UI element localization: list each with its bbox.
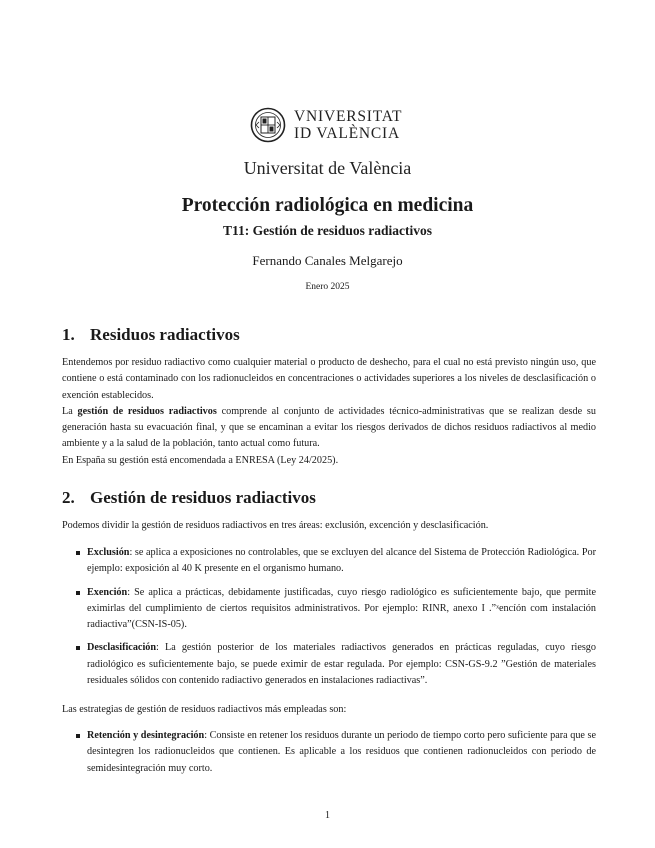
university-logo [250, 104, 410, 146]
author-name: Fernando Canales Melgarejo [252, 253, 403, 268]
logo-line-1: VNIVERSITAT [294, 108, 403, 125]
strategies-list [62, 728, 596, 784]
list-item: Retención y desintegración: Consiste en retener los residuos durante un periodo de tiempo corto pero suficiente para que se desintegren los radionucleidos que contienen. Es aplicable a los residuos que contienen radionucleidos con periodo de semidesintegración muy corto. [62, 728, 596, 777]
section-2-heading [62, 488, 316, 508]
document-subtitle: T11: Gestión de residuos radiactivos [222, 223, 432, 238]
section-1-title: Residuos radiactivos [90, 325, 240, 344]
areas-list [62, 545, 596, 696]
strategies-intro: Las estrategias de gestión de residuos radiactivos más empleadas son: [62, 704, 347, 715]
section-1-paragraph-3: En España su gestión está encomendada a ENRESA (Ley 24/2025). [62, 454, 339, 466]
list-item: Exención: Se aplica a prácticas, debidamente justificadas, cuyo riesgo radiológico es suficientemente bajo, que permite eximirlas del cumplimiento de ciertos requisitos administrativos. Por ejemplo: RINR, anexo I .”ˣencíón com instalación radiactiva”(CSN-IS-05). [62, 585, 596, 634]
page-number: 1 [325, 810, 330, 821]
university-seal-icon [250, 107, 286, 143]
bullet-icon [76, 646, 80, 650]
university-name: Universitat de València [243, 158, 412, 178]
document-title: Protección radiológica en medicina [181, 195, 474, 216]
bullet-icon [76, 734, 80, 738]
section-1-body [62, 355, 596, 469]
logo-wordmark [294, 108, 402, 142]
bullet-icon [76, 551, 80, 555]
section-2-title: Gestión de residuos radiactivos [90, 488, 316, 507]
list-item: Desclasificación: La gestión posterior de los materiales radiactivos generados en prácticas reguladas, cuyo riesgo radiológico es suficientemente bajo, se puede eximir de estar regulada. Por ejemplo: CSN-GS-9.2 ”Gestión de materiales residuales sólidos con contenido radiactivo generados en instalaciones radiactivas”. [62, 640, 596, 689]
section-2-number: 2. [62, 488, 75, 507]
logo-line-2: ID VALÈNCIA [294, 125, 400, 142]
section-1-number: 1. [62, 325, 75, 344]
section-1-paragraph-1: Entendemos por residuo radiactivo como cualquier material o producto de deshecho, para el cual no está previsto ningún uso, que contiene o está contaminado con los radionucleidos en concentraciones o actividades superiores a los niveles de desclasificación o exención establecidos. [62, 357, 596, 401]
section-1-paragraph-2: La gestión de residuos radiactivos comprende al conjunto de actividades técnico-administrativas que se realizan desde su generación hasta su evacuación final, y que se encaminan a evitar los riesgos derivados de dichos residuos radiactivos al medio ambiente y a la salud de la población, tanto actual como futura. [62, 405, 596, 450]
list-item: Exclusión: se aplica a exposiciones no controlables, que se excluyen del alcance del Sistema de Protección Radiológica. Por ejemplo: exposición al 40 K presente en el organismo humano. [62, 545, 596, 578]
section-1-heading [62, 325, 240, 345]
document-date: Enero 2025 [305, 282, 350, 292]
gestion-bold-term: gestión de residuos radiactivos [77, 405, 217, 417]
section-2-intro: Podemos dividir la gestión de residuos radiactivos en tres áreas: exclusión, excención y desclasificación. [62, 520, 489, 531]
bullet-icon [76, 591, 80, 595]
